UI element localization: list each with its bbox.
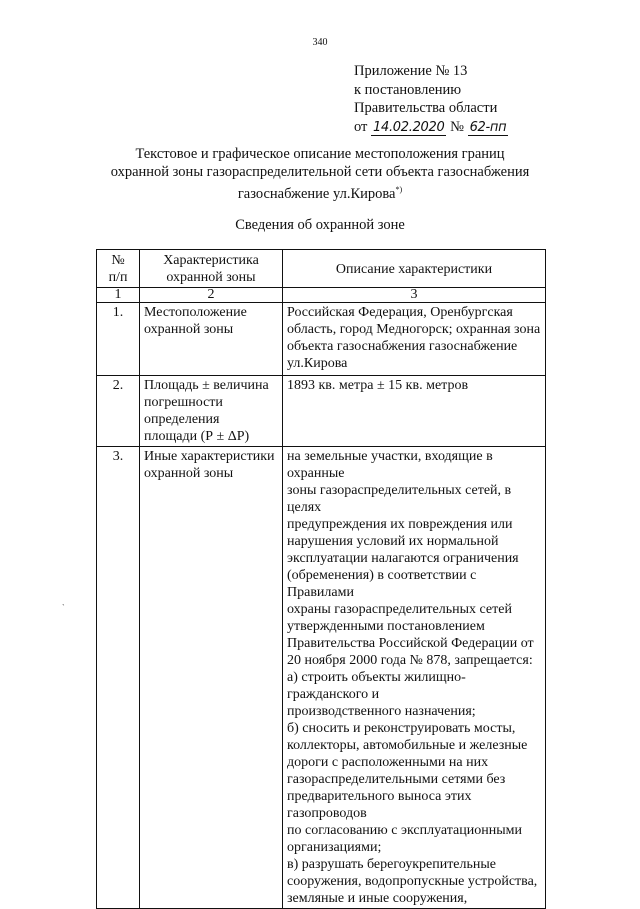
row-number: 1.	[97, 303, 140, 376]
appendix-header	[354, 62, 508, 136]
row-description: 1893 кв. метра ± 15 кв. метров	[283, 376, 546, 447]
column-number-2: 2	[140, 288, 283, 303]
appendix-date-line	[354, 118, 508, 137]
number-label: №	[450, 118, 464, 135]
header-description: Описание характеристики	[283, 250, 546, 288]
row-characteristic: Иные характеристики охранной зоны	[140, 447, 283, 909]
column-numbers-row	[97, 288, 546, 303]
margin-mark: `	[62, 603, 65, 612]
title-line-3-text: газоснабжение ул.Кирова	[237, 185, 396, 202]
handwritten-date: 14.02.2020	[373, 119, 445, 135]
appendix-line-1: Приложение № 13	[354, 63, 468, 79]
column-number-3: 3	[283, 288, 546, 303]
table-row	[97, 447, 546, 909]
row-characteristic: Площадь ± величина погрешности определения площади (Р ± ΔР)	[140, 376, 283, 447]
header-number: № п/п	[97, 250, 140, 288]
header-characteristic: Характеристика охранной зоны	[140, 250, 283, 288]
zone-info-table	[96, 249, 546, 909]
page-number: 340	[312, 37, 328, 48]
appendix-line-3: Правительства области	[354, 100, 498, 116]
section-subtitle: Сведения об охранной зоне	[235, 217, 405, 233]
title-line-1: Текстовое и графическое описание местоположения границ	[135, 146, 505, 162]
row-number: 2.	[97, 376, 140, 447]
row-characteristic: Местоположение охранной зоны	[140, 303, 283, 376]
footnote-mark: *)	[395, 185, 403, 194]
row-description: Российская Федерация, Оренбургская область, город Медногорск; охранная зона объекта газоснабжения газоснабжение ул.Кирова	[283, 303, 546, 376]
row-number: 3.	[97, 447, 140, 909]
row-description: на земельные участки, входящие в охранные зоны газораспределительных сетей, в целях предупреждения их повреждения или нарушения условий их нормальной эксплуатации налагаются ограничения (обременения) в соответствии с Правилами охраны газораспределительных сетей утвержденными постановлением Правительства Российской Федерации от 20 ноября 2000 года № 878, запрещается: а) строить объекты жилищно-гражданского и производственного назначения; б) сносить и реконструировать мосты, коллекторы, автомобильные и железные дороги с расположенными на них газораспределительными сетями без предварительного выноса этих газопроводов по согласованию с эксплуатационными организациями; в) разрушать берегоукрепительные сооружения, водопропускные устройства, земляные и иные сооружения,	[283, 447, 546, 909]
column-number-1: 1	[97, 288, 140, 303]
title-line-3	[95, 181, 545, 203]
document-title	[95, 145, 545, 203]
table-row	[97, 376, 546, 447]
table-row	[97, 303, 546, 376]
from-label: от	[354, 118, 368, 135]
handwritten-number: 62-пп	[469, 119, 507, 135]
table-header-row	[97, 250, 546, 288]
title-line-2: охранной зоны газораспределительной сети объекта газоснабжения	[110, 164, 530, 180]
appendix-line-2: к постановлению	[354, 81, 462, 98]
